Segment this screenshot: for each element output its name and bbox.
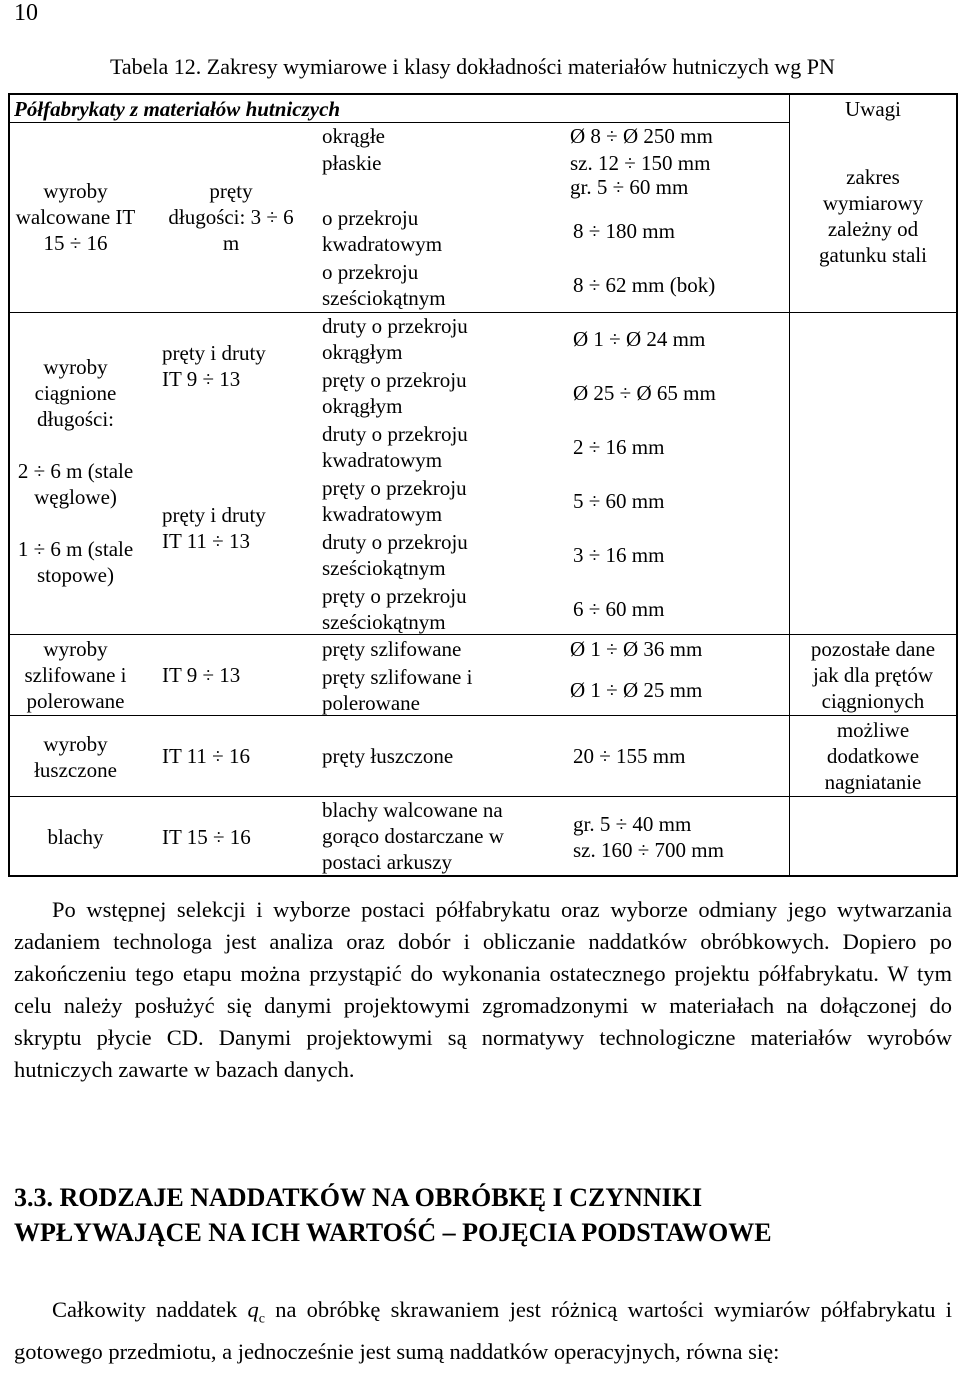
table-right-border <box>956 93 958 877</box>
cell-prety-druty-it9: pręty i druty IT 9 ÷ 13 <box>162 341 266 391</box>
cell-prety-druty-it11: pręty i druty IT 11 ÷ 13 <box>162 503 266 553</box>
range-prety-luszczone: 20 ÷ 155 mm <box>573 744 686 768</box>
symbol-subscript: c <box>258 1311 265 1327</box>
range-prety-szesciokatnym: 6 ÷ 60 mm <box>573 597 665 621</box>
page-number: 10 <box>14 0 38 26</box>
cell-it-9-13: IT 9 ÷ 13 <box>162 663 241 687</box>
section-divider-1 <box>8 312 958 313</box>
cell-wyroby-ciagnione: wyroby ciągnione długości: 2 ÷ 6 m (stale węglowe) 1 ÷ 6 m (stale stopowe) <box>17 355 134 587</box>
table-top-border <box>8 93 958 95</box>
type-prety-luszczone: pręty łuszczone <box>322 744 454 768</box>
range-prety-okraglym: Ø 25 ÷ Ø 65 mm <box>573 381 716 405</box>
note-mozliwe-nagniatanie: możliwe dodatkowe nagniatanie <box>824 718 922 794</box>
type-druty-szesciokatnym: druty o przekroju sześciokątnym <box>322 530 468 580</box>
cell-blachy: blachy <box>47 825 104 849</box>
type-okragle: okrągłe <box>322 124 385 148</box>
range-prety-szlifowane: Ø 1 ÷ Ø 36 mm <box>570 637 703 661</box>
range-prety-kwadratowym: 5 ÷ 60 mm <box>573 489 665 513</box>
type-szesciokatnym: o przekroju sześciokątnym <box>322 260 446 310</box>
cell-it-11-16: IT 11 ÷ 16 <box>162 744 250 768</box>
section-divider-2 <box>8 634 958 635</box>
cell-wyroby-luszczone: wyroby łuszczone <box>34 732 117 782</box>
table-caption: Tabela 12. Zakresy wymiarowe i klasy dokładności materiałów hutniczych wg PN <box>110 54 835 79</box>
note-pozostale-dane: pozostałe dane jak dla prętów ciągnionych <box>810 637 936 713</box>
cell-prety-dlugosci: pręty długości: 3 ÷ 6 m <box>168 179 294 255</box>
table-bottom-border <box>8 875 958 877</box>
range-druty-szesciokatnym: 3 ÷ 16 mm <box>573 543 665 567</box>
body-paragraph-2: Całkowity naddatek $q_c$ na obróbkę skrawaniem jest różnicą wartości wymiarów półfabrykatu i gotowego przedmiotu, a jednocześnie jest sumą naddatków operacyjnych, równa się: <box>14 1297 952 1364</box>
range-druty-kwadratowym: 2 ÷ 16 mm <box>573 435 665 459</box>
type-druty-okraglym: druty o przekroju okrągłym <box>322 314 468 364</box>
note-zakres-wymiarowy: zakres wymiarowy zależny od gatunku stali <box>819 165 927 267</box>
type-prety-szesciokatnym: pręty o przekroju sześciokątnym <box>322 584 467 634</box>
range-prety-szlifowane-polerowane: Ø 1 ÷ Ø 25 mm <box>570 678 703 702</box>
range-okragle: Ø 8 ÷ Ø 250 mm <box>570 124 713 148</box>
table-header-notes: Uwagi <box>845 97 901 121</box>
type-druty-kwadratowym: druty o przekroju kwadratowym <box>322 422 468 472</box>
body-paragraph-1: Po wstępnej selekcji i wyborze postaci półfabrykatu oraz wyborze odmiany jego wytwarzania zadaniem technologa jest analiza oraz dobór i obliczanie naddatków obróbkowych. Dopiero po zakończeniu tego etapu można przystąpić do wykonania ostatecznego projektu półfabrykatu. W tym celu należy posłużyć się danymi projektowymi zgromadzonymi w materiałach na dołączonej do skryptu płycie CD. Danymi projektowymi są normatywy technologiczne materiałów wyrobów hutniczych zawarte w bazach danych. <box>14 897 952 1082</box>
type-prety-kwadratowym: pręty o przekroju kwadratowym <box>322 476 467 526</box>
symbol-q: q <box>247 1297 259 1322</box>
cell-wyroby-szlifowane: wyroby szlifowane i polerowane <box>24 637 127 713</box>
range-kwadratowym: 8 ÷ 180 mm <box>573 219 675 243</box>
range-plaskie: sz. 12 ÷ 150 mm gr. 5 ÷ 60 mm <box>570 151 711 199</box>
type-prety-szlifowane: pręty szlifowane <box>322 637 462 661</box>
cell-it-15-16: IT 15 ÷ 16 <box>162 825 251 849</box>
type-plaskie: płaskie <box>322 151 382 175</box>
type-kwadratowym: o przekroju kwadratowym <box>322 206 443 256</box>
type-prety-okraglym: pręty o przekroju okrągłym <box>322 368 467 418</box>
range-druty-okraglym: Ø 1 ÷ Ø 24 mm <box>573 327 706 351</box>
type-prety-szlifowane-polerowane: pręty szlifowane i polerowane <box>322 665 473 715</box>
range-szesciokatnym: 8 ÷ 62 mm (bok) <box>573 273 716 297</box>
section-heading: 3.3. RODZAJE NADDATKÓW NA OBRÓBKĘ I CZYNNIKI WPŁYWAJĄCE NA ICH WARTOŚĆ – POJĘCIA PODSTAWOWE <box>14 1183 772 1247</box>
table-header-main: Półfabrykaty z materiałów hutniczych <box>14 97 341 121</box>
range-blachy: gr. 5 ÷ 40 mm sz. 160 ÷ 700 mm <box>573 812 724 862</box>
cell-wyroby-walcowane: wyroby walcowane IT 15 ÷ 16 <box>15 179 136 255</box>
section-divider-3 <box>8 715 958 716</box>
type-blachy-walcowane: blachy walcowane na gorąco dostarczane w postaci arkuszy <box>322 798 504 874</box>
